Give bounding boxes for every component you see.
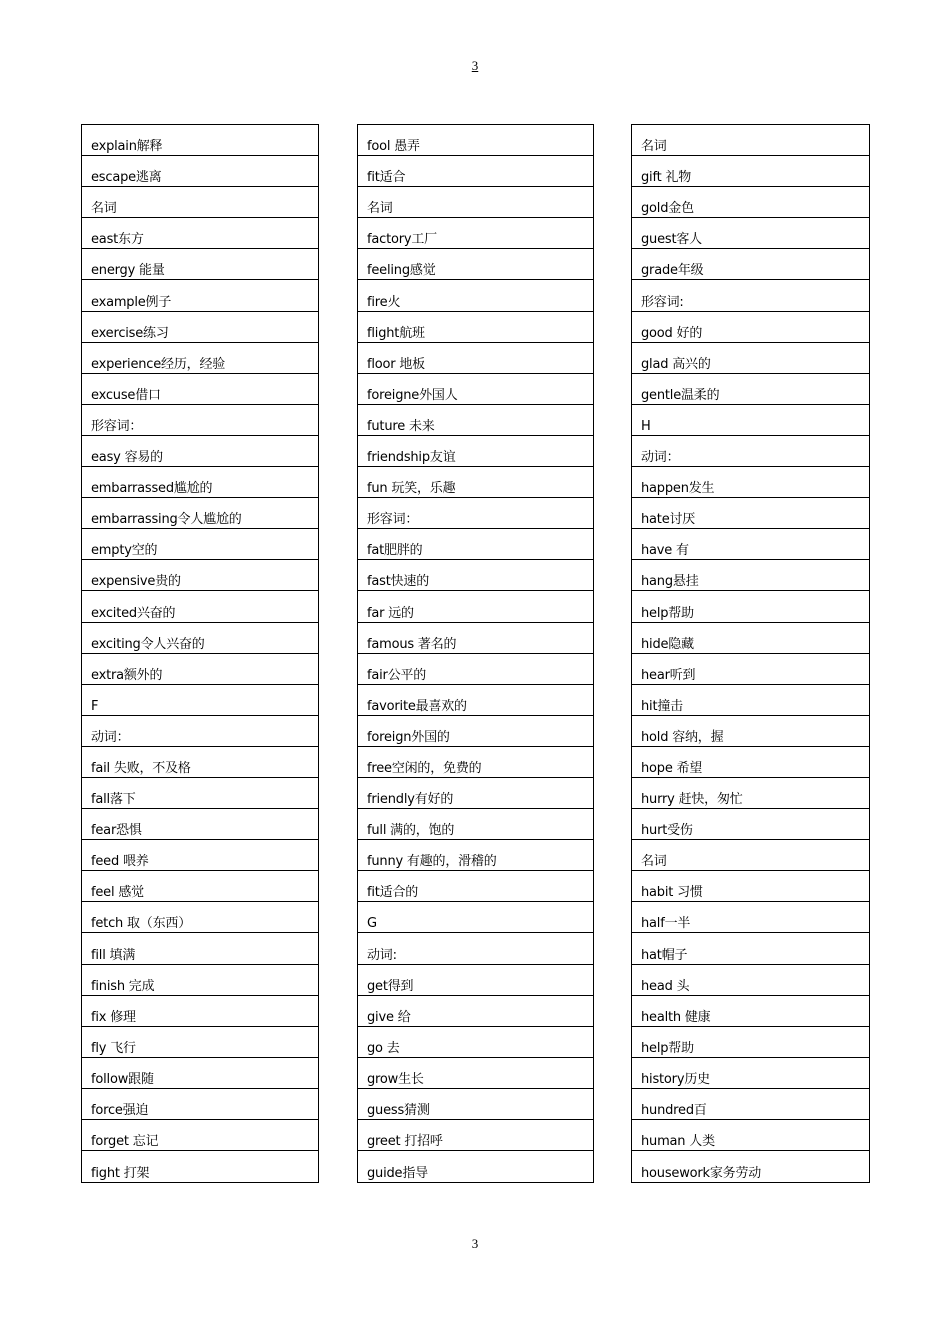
vocabulary-cell — [632, 187, 869, 218]
vocabulary-cell — [632, 840, 869, 871]
vocabulary-cell — [82, 218, 318, 249]
vocabulary-entry: guide指导 — [367, 1166, 428, 1182]
vocabulary-entry: 动词： — [91, 729, 130, 745]
page-number-top: 3 — [471, 58, 479, 73]
vocabulary-entry: fall落下 — [91, 792, 136, 808]
vocabulary-cell — [632, 623, 869, 654]
vocabulary-entry: fit适合 — [367, 170, 406, 186]
vocabulary-entry: explain解释 — [91, 139, 163, 155]
vocabulary-cell — [358, 965, 593, 996]
vocabulary-entry: feed 喂养 — [91, 854, 149, 870]
vocabulary-cell — [82, 1089, 318, 1120]
vocabulary-cell — [632, 933, 869, 964]
vocabulary-entry: hurry 赶快，匆忙 — [641, 792, 743, 808]
vocabulary-entry: experience经历，经验 — [91, 356, 226, 372]
vocabulary-cell — [82, 685, 318, 716]
vocabulary-cell — [632, 405, 869, 436]
vocabulary-entry: example例子 — [91, 294, 172, 310]
vocabulary-entry: housework家务劳动 — [641, 1166, 762, 1182]
vocabulary-entry: future 未来 — [367, 418, 435, 434]
vocabulary-cell — [82, 965, 318, 996]
vocabulary-entry: force强迫 — [91, 1103, 149, 1118]
vocabulary-entry: fool 愚弄 — [367, 139, 420, 155]
vocabulary-cell — [632, 249, 869, 280]
vocabulary-entry: escape逃离 — [91, 170, 162, 186]
vocabulary-entry: good 好的 — [641, 325, 703, 341]
vocabulary-entry: full 满的，饱的 — [367, 823, 455, 839]
vocabulary-cell — [358, 902, 593, 933]
vocabulary-entry: energy 能量 — [91, 263, 165, 279]
vocabulary-cell — [358, 1027, 593, 1058]
vocabulary-entry: hold 容纳，握 — [641, 729, 724, 745]
vocabulary-cell — [632, 1151, 869, 1182]
vocabulary-cell — [632, 778, 869, 809]
vocabulary-entry: H — [641, 418, 651, 434]
vocabulary-entry: human 人类 — [641, 1134, 715, 1150]
vocabulary-cell — [632, 280, 869, 311]
vocabulary-entry: hat帽子 — [641, 947, 688, 963]
vocabulary-entry: fight 打架 — [91, 1166, 150, 1182]
vocabulary-entry: gold金色 — [641, 201, 694, 217]
vocabulary-cell — [82, 529, 318, 560]
vocabulary-cell — [358, 156, 593, 187]
vocabulary-entry: 名词 — [641, 139, 667, 155]
vocabulary-entry: empty空的 — [91, 543, 158, 559]
vocabulary-entry: fat肥胖的 — [367, 543, 423, 559]
vocabulary-entry: fix 修理 — [91, 1009, 136, 1025]
vocabulary-entry: fun 玩笑，乐趣 — [367, 481, 456, 497]
vocabulary-cell — [358, 933, 593, 964]
vocabulary-cell — [82, 840, 318, 871]
vocabulary-cell — [358, 280, 593, 311]
vocabulary-entry: fire火 — [367, 294, 401, 310]
vocabulary-entry: gift 礼物 — [641, 170, 692, 186]
vocabulary-cell — [82, 623, 318, 654]
vocabulary-cell — [82, 591, 318, 622]
vocabulary-cell — [82, 249, 318, 280]
vocabulary-cell — [358, 654, 593, 685]
vocabulary-cell — [632, 902, 869, 933]
vocabulary-cell — [632, 343, 869, 374]
vocabulary-entry: F — [91, 698, 99, 714]
vocabulary-cell — [632, 156, 869, 187]
vocabulary-entry: health 健康 — [641, 1009, 711, 1025]
vocabulary-entry: grade年级 — [641, 263, 704, 279]
vocabulary-cell — [358, 809, 593, 840]
vocabulary-entry: hurt受伤 — [641, 823, 693, 839]
vocabulary-entry: friendly有好的 — [367, 792, 454, 808]
vocabulary-cell — [358, 560, 593, 591]
vocabulary-cell — [358, 996, 593, 1027]
vocabulary-cell — [358, 685, 593, 716]
vocabulary-column-3 — [631, 124, 870, 1183]
vocabulary-entry: fetch 取（东西） — [91, 916, 191, 932]
vocabulary-cell — [358, 405, 593, 436]
vocabulary-entry: favorite最喜欢的 — [367, 698, 467, 714]
vocabulary-entry: gentle温柔的 — [641, 387, 720, 403]
vocabulary-entry: 动词： — [641, 450, 680, 466]
vocabulary-entry: flight航班 — [367, 325, 425, 341]
vocabulary-cell — [82, 1058, 318, 1089]
vocabulary-entry: feel 感觉 — [91, 885, 144, 901]
vocabulary-entry: east东方 — [91, 232, 144, 248]
vocabulary-entry: hit撞击 — [641, 698, 683, 714]
vocabulary-cell — [632, 312, 869, 343]
vocabulary-cell — [82, 902, 318, 933]
vocabulary-cell — [358, 840, 593, 871]
vocabulary-entry: hope 希望 — [641, 760, 703, 776]
vocabulary-cell — [82, 871, 318, 902]
vocabulary-entry: help帮助 — [641, 1040, 694, 1056]
vocabulary-cell — [358, 529, 593, 560]
vocabulary-entry: fly 飞行 — [91, 1040, 136, 1056]
vocabulary-cell — [82, 809, 318, 840]
vocabulary-entry: forget 忘记 — [91, 1134, 159, 1150]
vocabulary-entry: guest客人 — [641, 232, 702, 248]
vocabulary-entry: give 给 — [367, 1009, 411, 1025]
vocabulary-entry: free空闲的，免费的 — [367, 760, 482, 776]
vocabulary-cell — [632, 716, 869, 747]
vocabulary-cell — [632, 871, 869, 902]
vocabulary-cell — [632, 529, 869, 560]
vocabulary-entry: hang悬挂 — [641, 574, 699, 590]
vocabulary-entry: half一半 — [641, 916, 691, 932]
vocabulary-cell — [82, 1027, 318, 1058]
vocabulary-cell — [82, 933, 318, 964]
vocabulary-cell — [358, 871, 593, 902]
vocabulary-cell — [358, 591, 593, 622]
vocabulary-entry: 动词: — [367, 947, 397, 963]
vocabulary-cell — [82, 312, 318, 343]
vocabulary-entry: extra额外的 — [91, 667, 163, 683]
vocabulary-cell — [632, 498, 869, 529]
vocabulary-entry: foreigne外国人 — [367, 387, 458, 403]
vocabulary-entry: fear恐惧 — [91, 823, 142, 839]
vocabulary-cell — [358, 623, 593, 654]
vocabulary-entry: easy 容易的 — [91, 450, 163, 466]
vocabulary-cell — [358, 436, 593, 467]
vocabulary-cell — [358, 343, 593, 374]
vocabulary-cell — [358, 1089, 593, 1120]
vocabulary-entry: friendship友谊 — [367, 450, 456, 466]
vocabulary-cell — [358, 716, 593, 747]
vocabulary-cell — [358, 312, 593, 343]
vocabulary-cell — [82, 778, 318, 809]
vocabulary-cell — [82, 654, 318, 685]
page-number-bottom: 3 — [471, 1236, 479, 1251]
vocabulary-entry: guess猜测 — [367, 1103, 430, 1118]
vocabulary-cell — [82, 747, 318, 778]
vocabulary-cell — [358, 374, 593, 405]
vocabulary-cell — [632, 218, 869, 249]
vocabulary-entry: happen发生 — [641, 481, 715, 497]
vocabulary-entry: funny 有趣的，滑稽的 — [367, 854, 497, 870]
vocabulary-cell — [632, 996, 869, 1027]
vocabulary-cell — [82, 187, 318, 218]
vocabulary-cell — [632, 1120, 869, 1151]
vocabulary-cell — [82, 125, 318, 156]
vocabulary-entry: go 去 — [367, 1040, 400, 1056]
vocabulary-entry: excited兴奋的 — [91, 605, 176, 621]
vocabulary-entry: hear听到 — [641, 667, 696, 683]
vocabulary-entry: factory工厂 — [367, 232, 437, 248]
vocabulary-entry: exciting令人兴奋的 — [91, 636, 205, 652]
vocabulary-cell — [632, 467, 869, 498]
vocabulary-column-2 — [357, 124, 594, 1183]
vocabulary-cell — [632, 747, 869, 778]
vocabulary-entry: 名词 — [91, 201, 117, 217]
vocabulary-entry: finish 完成 — [91, 978, 155, 994]
vocabulary-cell — [632, 1089, 869, 1120]
vocabulary-entry: expensive贵的 — [91, 574, 181, 590]
vocabulary-entry: fair公平的 — [367, 667, 427, 683]
vocabulary-entry: help帮助 — [641, 605, 694, 621]
vocabulary-cell — [632, 374, 869, 405]
vocabulary-cell — [358, 187, 593, 218]
vocabulary-entry: exercise练习 — [91, 325, 169, 341]
vocabulary-entry: hide隐藏 — [641, 636, 694, 652]
vocabulary-entry: embarrassing令人尴尬的 — [91, 512, 242, 528]
vocabulary-entry: history历史 — [641, 1071, 710, 1087]
vocabulary-entry: follow跟随 — [91, 1071, 154, 1087]
vocabulary-cell — [82, 436, 318, 467]
vocabulary-cell — [358, 778, 593, 809]
vocabulary-cell — [82, 467, 318, 498]
vocabulary-cell — [358, 1120, 593, 1151]
vocabulary-entry: hundred百 — [641, 1103, 707, 1118]
vocabulary-cell — [358, 498, 593, 529]
vocabulary-cell — [82, 716, 318, 747]
vocabulary-cell — [632, 591, 869, 622]
vocabulary-cell — [358, 218, 593, 249]
vocabulary-entry: 名词 — [367, 201, 393, 217]
vocabulary-entry: G — [367, 916, 377, 932]
vocabulary-cell — [358, 1058, 593, 1089]
vocabulary-entry: grow生长 — [367, 1071, 424, 1087]
vocabulary-cell — [82, 405, 318, 436]
vocabulary-cell — [358, 747, 593, 778]
vocabulary-column-1 — [81, 124, 319, 1183]
vocabulary-entry: 形容词： — [91, 418, 143, 434]
vocabulary-entry: 形容词: — [641, 294, 684, 310]
vocabulary-cell — [82, 374, 318, 405]
vocabulary-cell — [632, 1058, 869, 1089]
vocabulary-cell — [82, 498, 318, 529]
vocabulary-entry: foreign外国的 — [367, 729, 450, 745]
vocabulary-entry: excuse借口 — [91, 387, 161, 403]
vocabulary-cell — [632, 1027, 869, 1058]
vocabulary-cell — [358, 125, 593, 156]
vocabulary-cell — [358, 467, 593, 498]
vocabulary-entry: get得到 — [367, 978, 414, 994]
vocabulary-entry: feeling感觉 — [367, 263, 436, 279]
vocabulary-cell — [358, 249, 593, 280]
vocabulary-cell — [358, 1151, 593, 1182]
vocabulary-entry: embarrassed尴尬的 — [91, 481, 213, 497]
vocabulary-cell — [82, 996, 318, 1027]
vocabulary-entry: hate讨厌 — [641, 512, 696, 528]
vocabulary-cell — [632, 685, 869, 716]
vocabulary-cell — [82, 280, 318, 311]
vocabulary-cell — [632, 654, 869, 685]
vocabulary-entry: head 头 — [641, 978, 690, 994]
vocabulary-entry: 形容词： — [367, 512, 419, 528]
vocabulary-entry: greet 打招呼 — [367, 1134, 443, 1150]
vocabulary-entry: fast快速的 — [367, 574, 430, 590]
vocabulary-cell — [82, 1151, 318, 1182]
vocabulary-entry: habit 习惯 — [641, 885, 703, 901]
vocabulary-cell — [632, 809, 869, 840]
vocabulary-entry: glad 高兴的 — [641, 356, 711, 372]
vocabulary-cell — [632, 436, 869, 467]
vocabulary-cell — [632, 965, 869, 996]
vocabulary-cell — [82, 560, 318, 591]
vocabulary-entry: fail 失败，不及格 — [91, 760, 191, 776]
vocabulary-cell — [82, 343, 318, 374]
vocabulary-cell — [82, 156, 318, 187]
vocabulary-cell — [632, 125, 869, 156]
vocabulary-entry: far 远的 — [367, 605, 414, 621]
vocabulary-entry: fit适合的 — [367, 885, 419, 901]
vocabulary-entry: fill 填满 — [91, 947, 136, 963]
vocabulary-entry: have 有 — [641, 543, 689, 559]
vocabulary-entry: floor 地板 — [367, 356, 425, 372]
vocabulary-entry: famous 著名的 — [367, 636, 457, 652]
vocabulary-entry: 名词 — [641, 854, 667, 870]
vocabulary-cell — [632, 560, 869, 591]
vocabulary-cell — [82, 1120, 318, 1151]
